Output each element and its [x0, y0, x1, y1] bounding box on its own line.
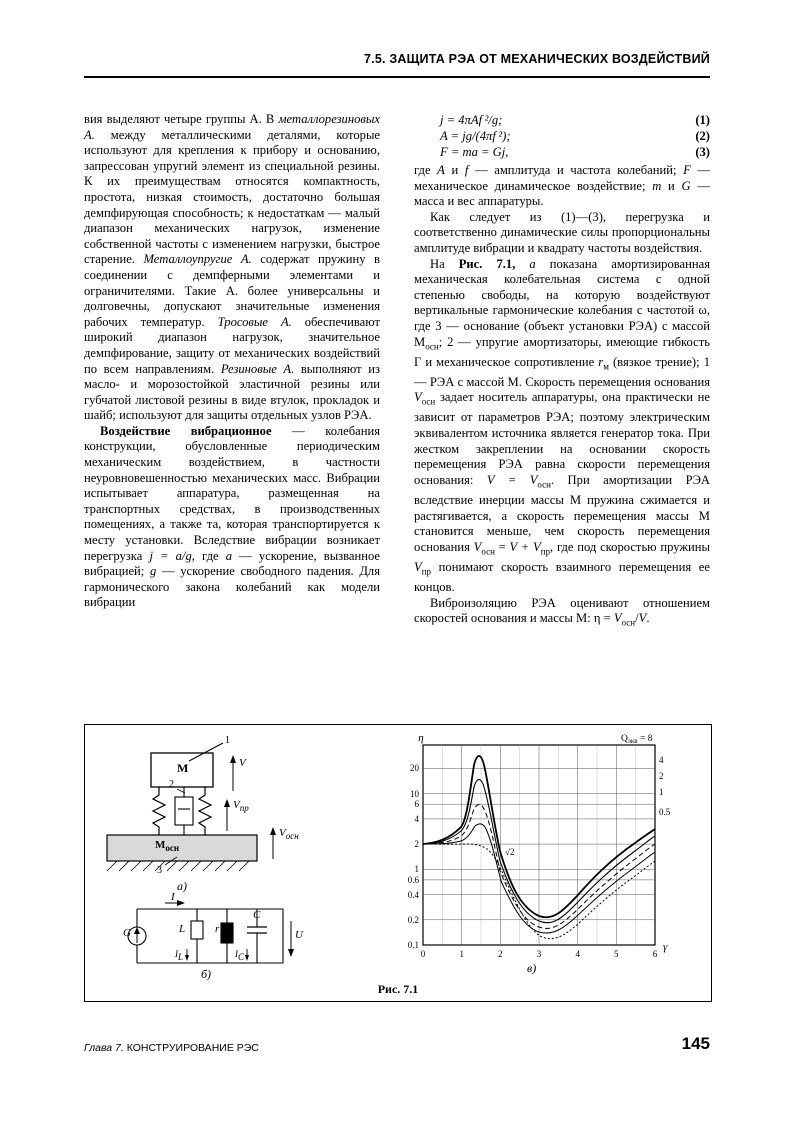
x-axis-label: γ	[663, 941, 668, 953]
label-1: 1	[225, 735, 230, 746]
paragraph-amortizers: вия выделяют четыре группы А. В металлорезиновых А. между металлическими деталями, которые используют для крепления к прибору и основанию, запрессован упругий элемент из специальной резины. К их преимуществам относятся компактность, простота, низкая стоимость, достаточно большая демпфирующая способность; к недостаткам — малый диапазон механических нагрузок, изменение собственной частоты с изменением нагрузки, быстрое старение. Металлоупругие А. содержат пружину в соединении с демпферными элементами и ограничителями. Такие А. более универсальны и долговечны, допускают значительные изменения рабочих температур. Тросовые А. обеспечивают широкий диапазон нагрузок, значительное демпфирование, защиту от механических воздействий по всем направлениям. Резиновые А. выполняют из масло- и морозостойкой эластичной резины или губчатой листовой резины в виде втулок, прокладок и шайб; используют для защиты отдельных узлов РЭА.	[84, 112, 380, 423]
label-current-i: I	[171, 891, 175, 903]
panel-c-letter: в)	[527, 961, 537, 975]
legend-item-4: 4	[659, 755, 664, 765]
label-inductor-l: L	[179, 923, 186, 935]
legend-item-1: 1	[659, 787, 664, 797]
formula-number: (2)	[695, 129, 710, 143]
paragraph-overload: Как следует из (1)—(3), перегрузка и соответственно динамические силы пропорциональны амплитуде вибрации и квадрату частоты воздействия.	[414, 209, 710, 255]
paragraph-vibration: Воздействие вибрационное — колебания конструкции, обусловленные периодическим механическим воздействием, в частности неуровновешенностью механических масс. Вибрации испытывает аппаратура, размещенная на транспортных средствах, в производственных помещениях, а также та, которая транспортируется к месту установки. Вследствие вибрации возникает перегрузка j = a/g, где а — ускорение, вызванное вибрацией; g — ускорение свободного падения. Для гармонического закона колебаний как модели вибрации	[84, 423, 381, 610]
page-number: 145	[681, 1034, 710, 1053]
formula-text: A = jg/(4πf ²);	[440, 129, 511, 143]
label-generator: G	[123, 927, 131, 939]
label-v-pr: $V_{пр}$	[233, 799, 249, 814]
svg-text:6: 6	[652, 949, 658, 959]
svg-text:5: 5	[614, 949, 619, 959]
panel-b-letter: б)	[201, 967, 212, 981]
svg-text:0.1: 0.1	[407, 940, 419, 950]
svg-text:6: 6	[414, 799, 419, 809]
formula-row	[414, 128, 710, 144]
formula-number: (3)	[695, 145, 710, 159]
figure-caption: Рис. 7.1	[377, 982, 419, 996]
panel-a-letter: а)	[177, 879, 187, 893]
right-column	[414, 112, 710, 631]
label-v-osn: $V_{осн}$	[279, 827, 299, 842]
legend-item-2: 2	[659, 771, 664, 781]
svg-text:10: 10	[410, 789, 419, 799]
svg-text:0.6: 0.6	[407, 875, 419, 885]
label-resistor-r: r	[215, 923, 220, 935]
header-divider	[84, 76, 710, 78]
formula-text: j = 4πAf ²/g;	[440, 113, 503, 127]
svg-text:2: 2	[414, 839, 419, 849]
figure-panel-c-chart	[377, 731, 703, 979]
paragraph-vibroisolation: Виброизоляцию РЭА оценивают отношением скоростей основания и массы М: $\eta = V_{осн}/V$.	[414, 595, 710, 628]
formula-row	[414, 144, 710, 160]
legend-title: $Q_{экв} = 8$	[621, 734, 653, 745]
label-voltage-u: U	[295, 929, 303, 941]
transmissibility-chart-svg	[377, 731, 703, 979]
svg-text:20: 20	[410, 763, 419, 773]
footer-chapter: Глава 7. КОНСТРУИРОВАНИЕ РЭС	[84, 1042, 259, 1054]
formula-text: F = ma = Gj,	[440, 145, 509, 159]
formula-row	[414, 112, 710, 128]
svg-text:0.2: 0.2	[407, 915, 419, 925]
svg-text:4: 4	[414, 814, 419, 824]
label-current-ic: $I_C$	[235, 949, 245, 962]
label-v: V	[239, 757, 246, 769]
svg-text:0: 0	[420, 949, 426, 959]
label-2: 2	[169, 779, 174, 790]
figure-panels-a-b	[93, 731, 365, 979]
mechanical-and-circuit-svg	[93, 731, 365, 979]
left-column	[84, 112, 380, 631]
figure-7-1	[84, 724, 712, 1002]
label-mass-m: M	[177, 761, 189, 775]
label-current-il: $I_L$	[175, 949, 184, 962]
svg-text:0.4: 0.4	[407, 890, 419, 900]
formula-number: (1)	[695, 113, 710, 127]
svg-text:1: 1	[459, 949, 464, 959]
label-mass-base: $M_{осн}$	[155, 839, 180, 854]
paragraph-figure-description: На Рис. 7.1, а показана амортизированная механическая колебательная система с одной степенью свободы, на которую воздействуют вертикальные гармонические колебания с частотой ω, где 3 — основание (объект установки РЭА) с массой $М_{осн}$; 2 — упругие амортизаторы, имеющие гибкость Г и механическое сопротивление $r_м$ (вязкое трение); 1 — РЭА с массой М. Скорость перемещения основания $V_{осн}$ задает носитель аппаратуры, она практически не зависит от параметров РЭА; поэтому электрическим эквивалентом источника является генератор тока. При жестком закреплении на основании скорость перемещения РЭА равна скорости перемещения основания: $V = V_{осн}$. При амортизации РЭА вследствие инерции массы М пружина сжимается и растягивается, а скорость перемещения массы М становится меньше, чем скорость перемещения основания $V_{осн} = V + V_{пр}$, где под скоростью пружины $V_{пр}$ понимают скорость взаимного перемещения ее концов.	[414, 256, 711, 594]
label-3: 3	[157, 865, 162, 876]
svg-text:4: 4	[575, 949, 580, 959]
text-columns	[84, 112, 710, 631]
legend-item-05: 0.5	[659, 807, 671, 817]
y-axis-label: η	[418, 732, 424, 744]
svg-text:2: 2	[498, 949, 503, 959]
annotation-sqrt2: √2	[505, 847, 515, 857]
paragraph-symbols: где A и f — амплитуда и частота колебаний; F — механическое динамическое воздействие; m и G — масса и вес аппаратуры.	[414, 163, 711, 209]
svg-text:1: 1	[414, 864, 419, 874]
label-capacitor-c: C	[253, 909, 261, 921]
formula-block	[414, 112, 710, 160]
svg-text:3: 3	[536, 949, 542, 959]
running-header: 7.5. ЗАЩИТА РЭА ОТ МЕХАНИЧЕСКИХ ВОЗДЕЙСТВИЙ	[364, 52, 710, 66]
